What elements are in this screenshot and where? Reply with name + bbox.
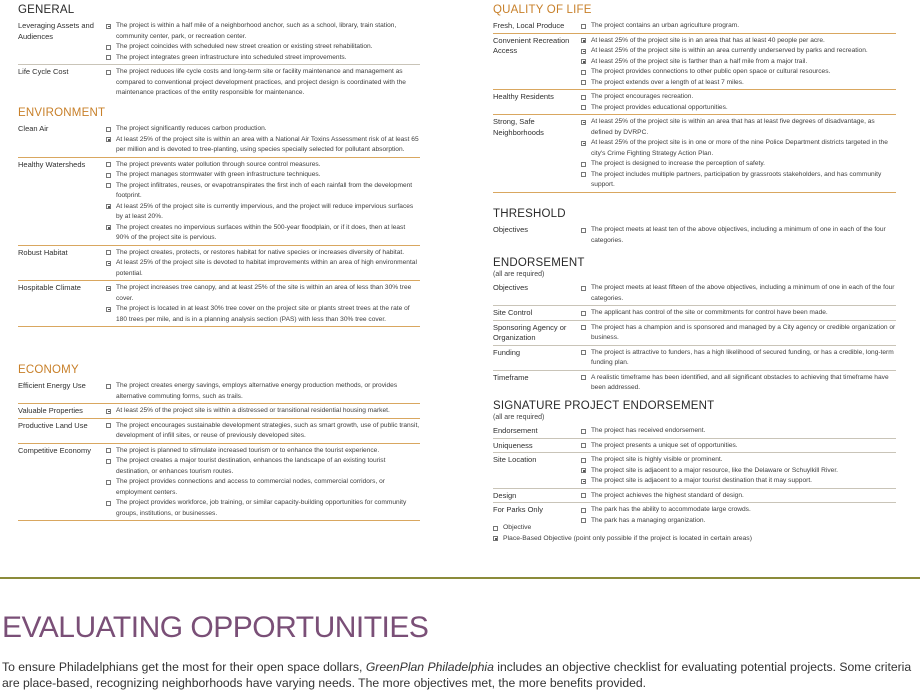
section-heading: ENVIRONMENT	[18, 107, 106, 119]
criteria-item	[581, 505, 896, 516]
criteria-item	[581, 67, 896, 78]
place-based-checkbox-icon	[106, 24, 111, 29]
criteria-label: Valuable Properties	[18, 406, 83, 415]
criteria-item	[581, 159, 896, 170]
place-based-checkbox-icon	[581, 49, 586, 54]
criteria-text: At least 25% of the project site is currently impervious, and the project will reduce impervious surfaces by at least 20%.	[116, 202, 414, 220]
objective-checkbox-icon	[106, 55, 111, 60]
criteria-row	[493, 90, 896, 115]
place-based-checkbox-icon	[106, 225, 111, 230]
criteria-row	[18, 122, 420, 158]
objective-checkbox-icon	[106, 45, 111, 50]
objective-checkbox-icon	[106, 173, 111, 178]
place-based-checkbox-icon	[106, 409, 111, 414]
objective-checkbox-icon	[581, 493, 586, 498]
criteria-label: Timeframe	[493, 372, 529, 382]
criteria-items	[581, 373, 896, 394]
criteria-text: The project includes multiple partners, participation by grassroots stakeholders, and has community support.	[591, 170, 882, 188]
criteria-row	[18, 246, 420, 282]
criteria-row	[493, 453, 896, 489]
criteria-item	[106, 446, 420, 457]
objective-checkbox-icon	[581, 508, 586, 513]
page-title: EVALUATING OPPORTUNITIES	[2, 611, 429, 644]
criteria-label: For Parks Only	[493, 505, 544, 514]
criteria-label: Efficient Energy Use	[18, 381, 86, 390]
criteria-item	[581, 36, 896, 47]
criteria-item	[106, 498, 420, 519]
criteria-text: The project provides workforce, job training, or similar capacity-building opportunities for community groups, institutions, or businesses.	[116, 499, 407, 517]
criteria-items	[581, 426, 896, 437]
intro-text-start: To ensure Philadelphians get the most for their open space dollars,	[2, 660, 366, 674]
criteria-item	[581, 46, 896, 57]
criteria-text: A realistic timeframe has been identified, and all significant obstacles to achieving that timeframe have been addressed.	[591, 373, 889, 391]
criteria-text: The project reduces life cycle costs and long-term site or facility maintenance and management as compared to conventional project development practices, and project design is coordinated with the maintenance practices of the entity responsible for maintenance.	[116, 68, 406, 96]
criteria-label: Funding	[493, 347, 521, 357]
objective-checkbox-icon	[106, 480, 111, 485]
criteria-item	[106, 283, 420, 304]
objective-checkbox-icon	[106, 250, 111, 255]
criteria-row	[493, 223, 896, 247]
criteria-item	[581, 491, 896, 502]
criteria-label: Clean Air	[18, 124, 49, 133]
criteria-item	[581, 103, 896, 114]
objective-checkbox-icon	[106, 448, 111, 453]
objective-checkbox-icon	[581, 70, 586, 75]
criteria-row	[18, 19, 420, 65]
section-endorsement	[493, 256, 896, 395]
criteria-label: Strong, Safe Neighborhoods	[493, 117, 544, 137]
criteria-label: Robust Habitat	[18, 247, 68, 257]
objective-checkbox-icon	[581, 311, 586, 316]
criteria-label: Productive Land Use	[18, 420, 88, 430]
criteria-text: The project prevents water pollution through source control measures.	[116, 160, 321, 168]
criteria-text: The project meets at least ten of the above objectives, including a minimum of one in each of the four categories.	[591, 226, 886, 244]
place-based-checkbox-icon	[493, 536, 498, 541]
criteria-item	[581, 455, 896, 466]
criteria-item	[581, 323, 896, 344]
criteria-text: The park has a managing organization.	[591, 516, 706, 524]
criteria-text: The project meets at least fifteen of the above objectives, including a minimum of one in each of the four categories.	[591, 284, 895, 302]
criteria-text: The project has received endorsement.	[591, 427, 706, 434]
criteria-item	[106, 421, 420, 442]
criteria-items	[106, 283, 420, 325]
place-based-checkbox-icon	[581, 120, 586, 125]
criteria-text: The project encourages recreation.	[591, 93, 694, 100]
criteria-item	[106, 53, 420, 64]
place-based-checkbox-icon	[581, 479, 586, 484]
checkbox-legend	[493, 523, 752, 544]
criteria-item	[581, 225, 896, 246]
criteria-text: The project has a champion and is sponsored and managed by a City agency or credible organization or business.	[591, 323, 896, 341]
criteria-label: Fresh, Local Produce	[493, 21, 565, 30]
criteria-item	[581, 170, 896, 191]
criteria-label: Objectives	[493, 283, 529, 292]
criteria-row	[18, 158, 420, 246]
objective-checkbox-icon	[581, 443, 586, 448]
section-heading: THRESHOLD	[493, 208, 566, 220]
criteria-text: At least 25% of the project site is within an area currently underserved by parks and recreation.	[591, 47, 868, 54]
criteria-text: The project coincides with scheduled new street creation or existing street rehabilitation.	[116, 43, 373, 50]
criteria-item	[106, 170, 420, 181]
objective-checkbox-icon	[581, 350, 586, 355]
criteria-row	[18, 281, 420, 327]
criteria-label: Design	[493, 490, 517, 500]
objective-checkbox-icon	[106, 459, 111, 464]
criteria-items	[581, 348, 896, 369]
criteria-items	[581, 92, 896, 113]
criteria-text: The project contains an urban agriculture program.	[591, 22, 740, 29]
criteria-text: The project site is highly visible or prominent.	[591, 456, 723, 463]
criteria-item	[106, 21, 420, 42]
criteria-item	[106, 477, 420, 498]
criteria-items	[106, 406, 420, 417]
criteria-text: At least 25% of the project site is in one or more of the nine Police Department districts targeted in the city's Crime Fighting Strategy Action Plan.	[591, 139, 888, 157]
criteria-row	[18, 379, 420, 404]
criteria-row	[493, 424, 896, 439]
criteria-text: The project is located in at least 30% tree cover on the project site or plants street trees at the rate of 180 trees per mile, and is in a planning analysis section (PAS) with less than 30% tree cover.	[116, 305, 410, 323]
criteria-item	[581, 348, 896, 369]
criteria-text: The project increases tree canopy, and at least 25% of the site is within an area of less than 30% tree cover.	[116, 284, 412, 302]
objective-checkbox-icon	[581, 325, 586, 330]
criteria-item	[581, 117, 896, 138]
criteria-row	[18, 404, 420, 419]
legend-item	[493, 534, 752, 545]
place-based-checkbox-icon	[106, 137, 111, 142]
criteria-item	[106, 381, 420, 402]
place-based-checkbox-icon	[106, 286, 111, 291]
criteria-item	[106, 304, 420, 325]
criteria-item	[581, 138, 896, 159]
criteria-item	[581, 21, 896, 32]
criteria-items	[581, 323, 896, 344]
criteria-item	[581, 476, 896, 487]
section-heading: ECONOMY	[18, 364, 79, 376]
criteria-items	[581, 36, 896, 89]
criteria-row	[18, 65, 420, 100]
criteria-text: At least 25% of the project site is devoted to habitat improvements within an area of high environmental potential.	[116, 259, 417, 277]
criteria-items	[581, 441, 896, 452]
objective-checkbox-icon	[106, 423, 111, 428]
criteria-label: Site Control	[493, 308, 533, 317]
criteria-items	[581, 117, 896, 191]
criteria-item	[106, 160, 420, 171]
criteria-text: The project infiltrates, reuses, or evapotranspirates the first inch of each rainfall from the development footprint.	[116, 181, 413, 199]
objective-checkbox-icon	[106, 70, 111, 75]
criteria-text: The park has the ability to accommodate large crowds.	[591, 506, 751, 513]
objective-checkbox-icon	[493, 526, 498, 531]
criteria-text: The project is attractive to funders, has a high likelihood of secured funding, or has a credible, long-term funding plan.	[591, 348, 894, 366]
criteria-item	[106, 248, 420, 259]
criteria-text: At least 25% of the project site is within an area with a National Air Toxins Assessment risk of at least 65 per million and is devoted to tree-planting, using species specially selected for pollutant absorption.	[116, 135, 419, 153]
section-general	[18, 3, 420, 100]
criteria-items	[106, 21, 420, 63]
objective-checkbox-icon	[106, 501, 111, 506]
criteria-row	[493, 115, 896, 193]
criteria-label: Objectives	[493, 225, 529, 234]
criteria-row	[493, 439, 896, 454]
objective-checkbox-icon	[581, 105, 586, 110]
criteria-label: Uniqueness	[493, 440, 533, 450]
criteria-item	[581, 92, 896, 103]
criteria-text: The project provides educational opportunities.	[591, 103, 728, 111]
section-heading: QUALITY OF LIFE	[493, 4, 592, 16]
section-heading: ENDORSEMENT	[493, 257, 585, 269]
criteria-item	[581, 426, 896, 437]
criteria-item	[581, 308, 896, 319]
criteria-text: The project encourages sustainable development strategies, such as smart growth, use of public transit, development of infill sites, or reuse of previously developed sites.	[116, 421, 420, 439]
place-based-checkbox-icon	[106, 204, 111, 209]
place-based-checkbox-icon	[581, 141, 586, 146]
criteria-items	[581, 21, 896, 32]
criteria-text: The project creates, protects, or restores habitat for native species or increases diversity of habitat.	[116, 248, 405, 256]
objective-checkbox-icon	[581, 429, 586, 434]
criteria-text: The project achieves the highest standard of design.	[591, 491, 744, 499]
place-based-checkbox-icon	[581, 59, 586, 64]
criteria-text: At least 25% of the project site is in an area that has at least 40 people per acre.	[591, 36, 825, 44]
objective-checkbox-icon	[581, 228, 586, 233]
section-quality-of-life	[493, 3, 896, 193]
criteria-items	[581, 308, 896, 319]
criteria-item	[106, 406, 420, 417]
criteria-items	[581, 283, 896, 304]
section-environment	[18, 106, 420, 327]
section-signature-project-endorsement	[493, 399, 896, 527]
criteria-items	[106, 160, 420, 244]
place-based-checkbox-icon	[106, 307, 111, 312]
criteria-text: At least 25% of the project site is within an area that has at least five degrees of disadvantage, as defined by DVRPC.	[591, 118, 875, 136]
criteria-text: The project creates a major tourist destination, enhances the landscape of an existing tourist destination, or enhances tourism routes.	[116, 457, 386, 475]
criteria-label: Convenient Recreation Access	[493, 35, 570, 55]
criteria-item	[581, 466, 896, 477]
criteria-text: The project is planned to stimulate increased tourism or to enhance the tourist experience.	[116, 446, 380, 454]
criteria-row	[493, 306, 896, 321]
section-divider	[0, 577, 920, 579]
section-economy	[18, 363, 420, 521]
criteria-text: The applicant has control of the site or commitments for control have been made.	[591, 309, 828, 316]
criteria-label: Life Cycle Cost	[18, 67, 69, 76]
section-threshold	[493, 207, 896, 247]
objective-checkbox-icon	[581, 375, 586, 380]
objective-checkbox-icon	[106, 384, 111, 389]
criteria-items	[106, 421, 420, 442]
criteria-row	[18, 444, 420, 522]
criteria-row	[493, 371, 896, 395]
criteria-row	[18, 419, 420, 444]
criteria-text: The project is within a half mile of a neighborhood anchor, such as a school, library, train station, community center, park, or recreation center.	[116, 22, 397, 40]
objective-checkbox-icon	[106, 183, 111, 188]
legend-text: Objective	[503, 524, 532, 531]
objective-checkbox-icon	[581, 286, 586, 291]
criteria-text: The project creates energy savings, employs alternative energy production methods, or provides alternative commuting forms, such as trails.	[116, 382, 398, 400]
criteria-items	[581, 491, 896, 502]
criteria-label: Healthy Residents	[493, 92, 554, 101]
criteria-label: Leveraging Assets and Audiences	[18, 21, 94, 41]
legend-item	[493, 523, 752, 534]
criteria-item	[106, 223, 420, 244]
criteria-text: The project site is adjacent to a major resource, like the Delaware or Schuylkill River.	[591, 466, 839, 474]
intro-plan-name: GreenPlan Philadelphia	[365, 660, 494, 674]
place-based-checkbox-icon	[106, 261, 111, 266]
criteria-text: The project provides connections and access to commercial nodes, commercial corridors, or employment centers.	[116, 478, 385, 496]
criteria-text: The project integrates green infrastructure into scheduled street improvements.	[116, 53, 347, 61]
criteria-items	[581, 455, 896, 487]
objective-checkbox-icon	[106, 127, 111, 132]
place-based-checkbox-icon	[581, 468, 586, 473]
legend-text: Place-Based Objective (point only possible if the project is located in certain areas)	[503, 534, 752, 542]
criteria-row	[493, 34, 896, 91]
criteria-item	[106, 135, 420, 156]
criteria-text: At least 25% of the project site is farther than a half mile from a major trail.	[591, 57, 808, 65]
criteria-item	[581, 57, 896, 68]
section-heading: SIGNATURE PROJECT ENDORSEMENT	[493, 400, 715, 412]
criteria-label: Competitive Economy	[18, 445, 91, 455]
criteria-label: Sponsoring Agency or Organization	[493, 322, 567, 342]
criteria-text: The project manages stormwater with green infrastructure techniques.	[116, 171, 321, 178]
criteria-items	[581, 225, 896, 246]
objective-checkbox-icon	[581, 162, 586, 167]
criteria-text: The project provides connections to other public open space or cultural resources.	[591, 68, 831, 75]
criteria-item	[581, 78, 896, 89]
objective-checkbox-icon	[581, 458, 586, 463]
criteria-label: Site Location	[493, 455, 537, 464]
criteria-label: Healthy Watersheds	[18, 159, 86, 169]
section-subtitle: (all are required)	[493, 271, 545, 278]
criteria-text: The project significantly reduces carbon production.	[116, 125, 267, 132]
criteria-text: The project is designed to increase the perception of safety.	[591, 160, 765, 167]
section-subtitle: (all are required)	[493, 414, 545, 421]
criteria-item	[106, 181, 420, 202]
criteria-items	[106, 446, 420, 520]
intro-paragraph	[2, 659, 918, 691]
criteria-item	[106, 124, 420, 135]
criteria-items	[106, 248, 420, 280]
criteria-item	[581, 283, 896, 304]
criteria-items	[106, 124, 420, 156]
criteria-item	[581, 441, 896, 452]
criteria-item	[106, 67, 420, 99]
section-heading: GENERAL	[18, 4, 75, 16]
objective-checkbox-icon	[106, 162, 111, 167]
objective-checkbox-icon	[581, 80, 586, 85]
criteria-label: Endorsement	[493, 426, 538, 435]
criteria-label: Hospitable Climate	[18, 283, 81, 292]
criteria-text: The project creates no impervious surfaces within the 500-year floodplain, or if it does, then at least 90% of the project site is pervious.	[116, 223, 406, 241]
criteria-item	[581, 373, 896, 394]
criteria-items	[106, 381, 420, 402]
criteria-item	[106, 42, 420, 53]
objective-checkbox-icon	[581, 172, 586, 177]
criteria-item	[106, 258, 420, 279]
place-based-checkbox-icon	[581, 38, 586, 43]
criteria-items	[106, 67, 420, 99]
criteria-text: The project site is adjacent to a major tourist destination that it may support.	[591, 477, 813, 484]
criteria-row	[493, 321, 896, 346]
criteria-row	[493, 489, 896, 504]
criteria-text: The project extends over a length of at least 7 miles.	[591, 78, 744, 86]
intro-text-end: includes an objective checklist for evaluating potential projects. Some criteria are place-based, recognizing neighborhoods have varying needs. The more objectives met, the more benefits provided.	[2, 660, 912, 690]
criteria-text: At least 25% of the project site is within a distressed or transitional residential housing market.	[116, 407, 390, 414]
criteria-item	[106, 456, 420, 477]
criteria-row	[493, 19, 896, 34]
criteria-row	[493, 281, 896, 306]
objective-checkbox-icon	[581, 95, 586, 100]
criteria-text: The project presents a unique set of opportunities.	[591, 441, 738, 449]
criteria-item	[106, 202, 420, 223]
criteria-row	[493, 346, 896, 371]
objective-checkbox-icon	[581, 24, 586, 29]
